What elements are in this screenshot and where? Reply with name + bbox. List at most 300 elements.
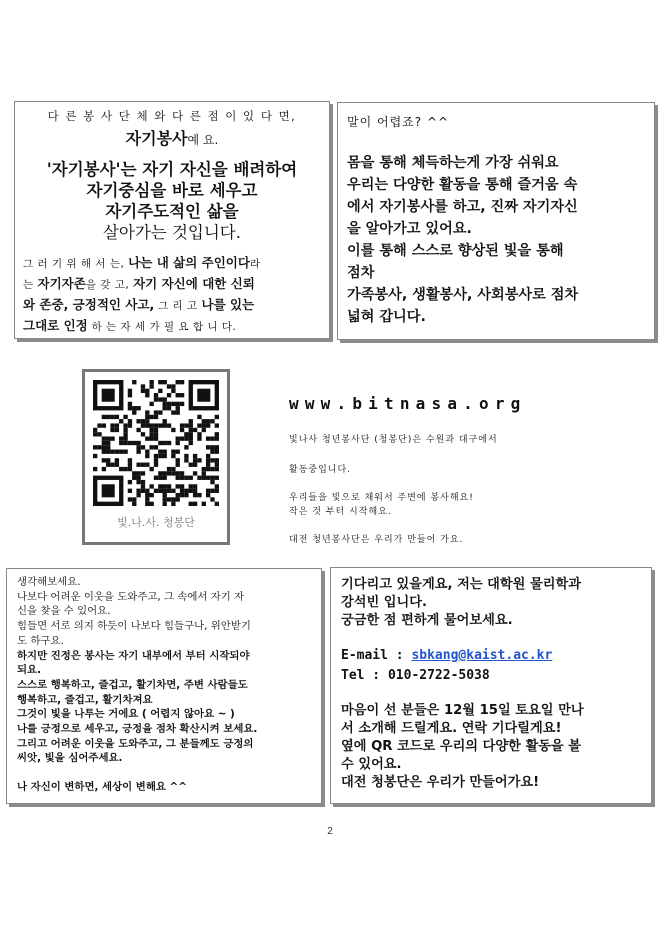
req-text: 라 xyxy=(249,258,261,270)
qr-module xyxy=(163,493,167,497)
qr-module xyxy=(158,423,162,427)
qr-module xyxy=(110,428,114,432)
qr-module xyxy=(215,484,219,488)
activities-box xyxy=(337,102,655,340)
qr-module xyxy=(202,471,206,475)
intro-keyword: 자기봉사 xyxy=(125,129,188,148)
qr-module xyxy=(149,415,153,419)
qr-module xyxy=(145,389,149,393)
intro-requirements xyxy=(23,253,321,337)
qr-module xyxy=(136,445,140,449)
req-text: 그 리 고 xyxy=(158,300,198,312)
qr-module xyxy=(180,393,184,397)
qr-module xyxy=(93,467,97,471)
qr-module xyxy=(97,445,101,449)
qr-module xyxy=(163,471,167,475)
qr-module xyxy=(206,436,210,440)
qr-module xyxy=(119,436,123,440)
page-number: 2 xyxy=(327,826,333,837)
qr-module xyxy=(158,450,162,454)
qr-module xyxy=(119,419,123,423)
qr-module xyxy=(119,467,123,471)
qr-module xyxy=(110,423,114,427)
contact-intro xyxy=(341,576,641,630)
qr-module xyxy=(193,502,197,506)
qr-module xyxy=(102,458,106,462)
qr-module xyxy=(163,441,167,445)
qr-code-panel[interactable] xyxy=(82,369,230,545)
qr-module xyxy=(158,471,162,475)
qr-module xyxy=(141,419,145,423)
qr-module xyxy=(149,493,153,497)
qr-module xyxy=(158,489,162,493)
activities-line: 이를 통해 스스로 향상된 빛을 통해 xyxy=(347,243,564,259)
qr-module xyxy=(176,410,180,414)
qr-module xyxy=(176,380,180,384)
qr-module xyxy=(180,471,184,475)
qr-module xyxy=(197,423,201,427)
qr-module xyxy=(180,489,184,493)
qr-module xyxy=(145,423,149,427)
qr-module xyxy=(123,423,127,427)
qr-module xyxy=(154,454,158,458)
qr-module xyxy=(171,384,175,388)
info-text: 대전 청년봉사단은 우리가 만들어 가요. xyxy=(289,535,464,545)
qr-module xyxy=(210,497,214,501)
qr-module xyxy=(180,380,184,384)
qr-module xyxy=(176,463,180,467)
qr-module xyxy=(176,497,180,501)
contact-box xyxy=(330,567,652,804)
website-link[interactable]: www.bitnasa.org xyxy=(289,394,527,413)
qr-module xyxy=(193,428,197,432)
qr-module xyxy=(193,458,197,462)
qr-module xyxy=(210,450,214,454)
qr-module xyxy=(202,423,206,427)
qr-module xyxy=(102,423,106,427)
qr-module xyxy=(184,454,188,458)
qr-module xyxy=(210,419,214,423)
qr-module xyxy=(110,415,114,419)
qr-module xyxy=(184,432,188,436)
qr-module xyxy=(149,445,153,449)
qr-module xyxy=(145,419,149,423)
qr-module xyxy=(202,502,206,506)
meeting-line: 마음이 선 분들은 12월 15일 토요일 만나 xyxy=(341,703,584,718)
qr-module xyxy=(128,463,132,467)
req-text: 하 는 자 세 가 필 요 합 니 다. xyxy=(91,321,237,333)
qr-finder xyxy=(102,484,115,497)
req-bold: 자기자존 xyxy=(37,276,86,291)
qr-module xyxy=(184,458,188,462)
qr-module xyxy=(167,467,171,471)
qr-module xyxy=(206,493,210,497)
qr-module xyxy=(128,389,132,393)
qr-module xyxy=(197,436,201,440)
qr-module xyxy=(132,406,136,410)
reflection-box xyxy=(6,568,322,804)
qr-module xyxy=(176,484,180,488)
qr-module xyxy=(110,463,114,467)
qr-module xyxy=(132,471,136,475)
qr-module xyxy=(106,436,110,440)
qr-module xyxy=(115,428,119,432)
qr-module xyxy=(132,441,136,445)
qr-module xyxy=(171,471,175,475)
qr-module xyxy=(176,436,180,440)
qr-module xyxy=(154,428,158,432)
intro-line2 xyxy=(23,126,321,149)
info-text: 활동중입니다. xyxy=(289,465,352,475)
qr-finder xyxy=(102,389,115,402)
qr-module xyxy=(180,436,184,440)
req-bold: 나를 있는 xyxy=(201,297,255,312)
qr-module xyxy=(215,476,219,480)
contact-line: 궁금한 점 편하게 물어보세요. xyxy=(341,613,513,628)
info-text: 우리들을 빛으로 채워서 주변에 봉사해요! xyxy=(289,493,474,503)
qr-module xyxy=(123,436,127,440)
qr-module xyxy=(163,419,167,423)
qr-module xyxy=(128,480,132,484)
qr-module xyxy=(106,450,110,454)
qr-module xyxy=(154,476,158,480)
qr-module xyxy=(106,458,110,462)
qr-module xyxy=(145,410,149,414)
tel-number[interactable]: 010-2722-5038 xyxy=(387,668,490,683)
qr-module xyxy=(206,445,210,449)
qr-module xyxy=(110,436,114,440)
qr-module xyxy=(128,489,132,493)
qr-module xyxy=(123,467,127,471)
reflection-line: 그것이 빛을 나투는 거에요 ( 어렵지 않아요 ~ ) xyxy=(17,708,235,721)
qr-module xyxy=(132,410,136,414)
qr-module xyxy=(145,436,149,440)
qr-module xyxy=(128,441,132,445)
qr-module xyxy=(176,406,180,410)
qr-module xyxy=(189,502,193,506)
qr-module xyxy=(197,476,201,480)
qr-module xyxy=(136,428,140,432)
info-block xyxy=(289,394,649,547)
qr-module xyxy=(154,445,158,449)
qr-module xyxy=(136,463,140,467)
qr-module xyxy=(215,436,219,440)
qr-module xyxy=(171,467,175,471)
qr-module xyxy=(145,393,149,397)
qr-module xyxy=(167,484,171,488)
qr-module xyxy=(180,493,184,497)
qr-module xyxy=(149,484,153,488)
qr-module xyxy=(171,410,175,414)
qr-module xyxy=(197,458,201,462)
qr-module xyxy=(167,384,171,388)
question-text: 말이 어렵죠? ^^ xyxy=(347,115,450,129)
qr-module xyxy=(171,502,175,506)
qr-module xyxy=(102,441,106,445)
definition-line: 자기중심을 바로 세우고 xyxy=(86,181,258,200)
qr-module xyxy=(154,397,158,401)
qr-module xyxy=(154,436,158,440)
qr-module xyxy=(176,458,180,462)
req-text: 그 러 기 위 해 서 는, xyxy=(23,258,125,270)
qr-caption: 빛.나.사. 청봉단 xyxy=(117,516,195,529)
reflection-line: 되요. xyxy=(17,664,42,677)
reflection-line: 힘들면 서로 의지 하듯이 나보다 힘들구나, 위안받기 xyxy=(17,620,251,633)
qr-module xyxy=(193,484,197,488)
qr-module xyxy=(149,432,153,436)
qr-module xyxy=(206,489,210,493)
qr-module xyxy=(128,402,132,406)
qr-module xyxy=(215,463,219,467)
activities-line: 우리는 다양한 활동을 통해 즐거움 속 xyxy=(347,177,578,193)
qr-module xyxy=(154,410,158,414)
qr-module xyxy=(189,489,193,493)
qr-module xyxy=(158,380,162,384)
qr-module xyxy=(119,450,123,454)
email-link[interactable]: sbkang@kaist.ac.kr xyxy=(411,648,553,663)
qr-module xyxy=(197,493,201,497)
definition-line: 자기주도적인 삶을 xyxy=(105,202,239,221)
qr-module xyxy=(136,493,140,497)
qr-module xyxy=(206,467,210,471)
qr-module xyxy=(184,476,188,480)
qr-module xyxy=(141,445,145,449)
qr-module xyxy=(141,423,145,427)
qr-module xyxy=(210,445,214,449)
req-text: 을 갖 고, xyxy=(85,279,130,291)
qr-module xyxy=(102,436,106,440)
activities-body xyxy=(347,152,645,328)
qr-module xyxy=(128,406,132,410)
activities-line: 넓혀 갑니다. xyxy=(347,309,426,325)
qr-module xyxy=(158,441,162,445)
reflection-line: 생각해보세요. xyxy=(17,576,81,588)
qr-module xyxy=(163,476,167,480)
contact-details xyxy=(341,646,641,686)
qr-module xyxy=(167,471,171,475)
qr-module xyxy=(210,476,214,480)
qr-module xyxy=(180,428,184,432)
qr-module xyxy=(184,436,188,440)
reflection-line: 도 하구요. xyxy=(17,634,64,647)
qr-module xyxy=(141,484,145,488)
qr-module xyxy=(93,432,97,436)
qr-module xyxy=(102,415,106,419)
qr-module xyxy=(163,489,167,493)
meeting-info xyxy=(341,702,641,792)
contact-line: 기다리고 있을게요, 저는 대학원 물리학과 xyxy=(341,577,581,592)
qr-module xyxy=(180,423,184,427)
qr-module xyxy=(158,454,162,458)
qr-module xyxy=(141,480,145,484)
qr-module xyxy=(189,428,193,432)
activities-line: 가족봉사, 생활봉사, 사회봉사로 점차 xyxy=(347,287,579,303)
qr-module xyxy=(206,423,210,427)
qr-module xyxy=(197,432,201,436)
qr-module xyxy=(145,415,149,419)
qr-module xyxy=(171,454,175,458)
qr-module xyxy=(167,489,171,493)
qr-module xyxy=(145,489,149,493)
qr-module xyxy=(145,497,149,501)
qr-module xyxy=(136,471,140,475)
qr-module xyxy=(154,393,158,397)
qr-module xyxy=(206,463,210,467)
req-bold: 와 존중, 긍정적인 사고, xyxy=(23,297,155,312)
qr-module xyxy=(136,489,140,493)
info-text: 작은 것 부터 시작해요. xyxy=(289,507,392,517)
qr-finder xyxy=(197,389,210,402)
qr-module xyxy=(163,502,167,506)
qr-module xyxy=(206,454,210,458)
qr-module xyxy=(189,432,193,436)
qr-module xyxy=(154,423,158,427)
meeting-line: 서 소개해 드릴게요. 연락 기다릴게요! xyxy=(341,721,562,736)
qr-module xyxy=(154,415,158,419)
qr-module xyxy=(145,454,149,458)
qr-module xyxy=(115,415,119,419)
qr-module xyxy=(123,432,127,436)
req-text: 는 xyxy=(23,279,34,291)
qr-module xyxy=(158,397,162,401)
qr-module xyxy=(128,423,132,427)
qr-module xyxy=(193,471,197,475)
req-bold: 자기 자신에 대한 신뢰 xyxy=(133,276,255,291)
reflection-line: 그리고 어려운 이웃을 도와주고, 그 분들께도 긍정의 xyxy=(17,737,254,750)
qr-module xyxy=(128,458,132,462)
qr-module xyxy=(93,428,97,432)
contact-line: 강석빈 입니다. xyxy=(341,595,428,610)
tel-label: Tel : xyxy=(341,668,381,683)
activities-line: 에서 자기봉사를 하고, 진짜 자기자신 xyxy=(347,199,578,215)
qr-module xyxy=(180,476,184,480)
qr-module xyxy=(167,406,171,410)
qr-module xyxy=(102,467,106,471)
qr-module xyxy=(215,458,219,462)
qr-module xyxy=(136,480,140,484)
qr-module xyxy=(128,419,132,423)
qr-module xyxy=(215,445,219,449)
qr-module xyxy=(189,484,193,488)
qr-module xyxy=(176,476,180,480)
meeting-line: 옆에 QR 코드로 우리의 다양한 활동을 볼 xyxy=(341,739,581,754)
qr-module xyxy=(167,393,171,397)
qr-module xyxy=(215,489,219,493)
qr-module xyxy=(132,476,136,480)
reflection-line: 하지만 진정은 봉사는 자기 내부에서 부터 시작되야 xyxy=(17,649,250,662)
qr-module xyxy=(163,397,167,401)
qr-module xyxy=(176,493,180,497)
qr-module xyxy=(202,467,206,471)
qr-module xyxy=(97,432,101,436)
qr-module xyxy=(215,415,219,419)
qr-module xyxy=(158,484,162,488)
reflection-line: 나보다 어려운 이웃을 도와주고, 그 속에서 자기 자 xyxy=(17,590,245,603)
qr-module xyxy=(210,480,214,484)
qr-module xyxy=(163,380,167,384)
qr-module xyxy=(210,467,214,471)
reflection-body xyxy=(17,575,311,795)
qr-module xyxy=(154,432,158,436)
qr-module xyxy=(171,497,175,501)
qr-module xyxy=(136,476,140,480)
qr-module xyxy=(141,384,145,388)
qr-module xyxy=(141,489,145,493)
reflection-line: 씨앗, 빛을 심어주세요. xyxy=(17,752,123,765)
qr-module xyxy=(123,415,127,419)
qr-module xyxy=(167,441,171,445)
info-text: 빛나사 청년봉사단 (청봉단)은 수원과 대구에서 xyxy=(289,435,498,445)
qr-module xyxy=(141,471,145,475)
qr-module xyxy=(189,441,193,445)
qr-module xyxy=(189,436,193,440)
qr-module xyxy=(158,410,162,414)
qr-module xyxy=(206,458,210,462)
email-label: E-mail : xyxy=(341,648,404,663)
qr-module xyxy=(132,380,136,384)
qr-module xyxy=(171,389,175,393)
qr-module xyxy=(167,402,171,406)
intro-line1: 다 른 봉 사 단 체 와 다 른 점 이 있 다 면, xyxy=(47,109,297,123)
qr-module xyxy=(123,441,127,445)
qr-module xyxy=(115,450,119,454)
qr-module xyxy=(149,384,153,388)
qr-module xyxy=(128,467,132,471)
qr-module xyxy=(106,415,110,419)
qr-module xyxy=(128,497,132,501)
qr-module xyxy=(184,489,188,493)
qr-module xyxy=(141,389,145,393)
qr-module xyxy=(115,458,119,462)
qr-module xyxy=(163,484,167,488)
qr-module xyxy=(210,458,214,462)
qr-module xyxy=(215,450,219,454)
qr-module xyxy=(97,423,101,427)
intro-definition xyxy=(23,159,321,243)
qr-module xyxy=(193,454,197,458)
intro-box xyxy=(14,101,330,339)
activities-line: 을 알아가고 있어요. xyxy=(347,221,472,237)
qr-module xyxy=(149,380,153,384)
qr-module xyxy=(106,463,110,467)
qr-module xyxy=(210,436,214,440)
activities-line: 몸을 통해 체득하는게 가장 쉬워요 xyxy=(347,155,559,171)
qr-module xyxy=(141,463,145,467)
qr-module xyxy=(180,402,184,406)
qr-code-icon[interactable] xyxy=(93,380,219,506)
qr-module xyxy=(189,419,193,423)
qr-module xyxy=(145,463,149,467)
qr-module xyxy=(189,423,193,427)
qr-module xyxy=(184,445,188,449)
qr-module xyxy=(197,415,201,419)
qr-module xyxy=(193,489,197,493)
qr-module xyxy=(202,476,206,480)
meeting-line: 대전 청봉단은 우리가 만들어가요! xyxy=(341,775,540,790)
qr-module xyxy=(206,476,210,480)
qr-module xyxy=(215,423,219,427)
qr-module xyxy=(132,502,136,506)
qr-module xyxy=(123,428,127,432)
qr-module xyxy=(163,406,167,410)
qr-module xyxy=(149,428,153,432)
qr-module xyxy=(136,441,140,445)
qr-module xyxy=(106,441,110,445)
qr-module xyxy=(110,450,114,454)
qr-module xyxy=(136,406,140,410)
qr-module xyxy=(141,432,145,436)
qr-module xyxy=(158,389,162,393)
